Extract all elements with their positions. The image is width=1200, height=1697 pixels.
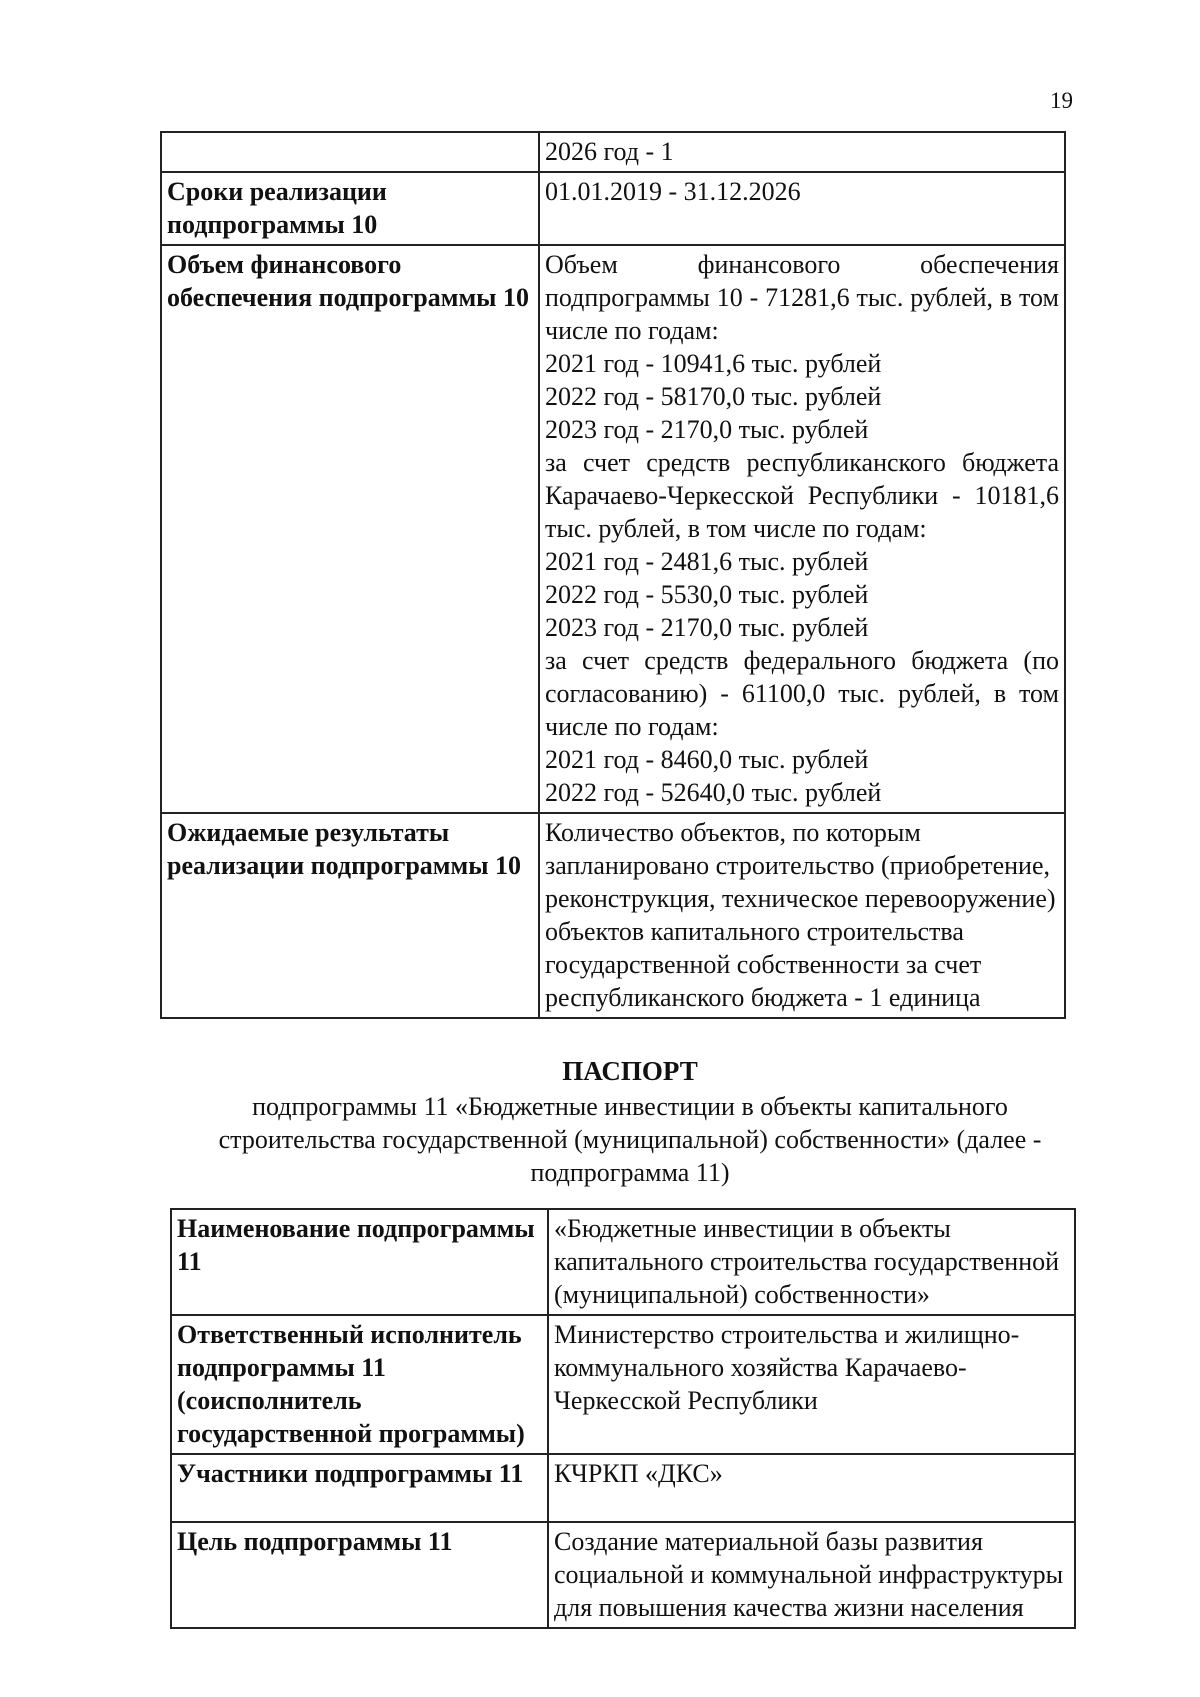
row-label: Сроки реализации подпрограммы 10 xyxy=(161,172,539,245)
value-line: Создание материальной базы развития социальной и коммунальной инфраструктуры для повышения качества жизни населения xyxy=(554,1527,1064,1622)
row-value xyxy=(548,1522,1075,1628)
row-label: Объем финансового обеспечения подпрограммы 10 xyxy=(161,245,539,813)
value-line: Количество объектов, по которым запланировано строительство (приобретение, реконструкция, техническое перевооружение) объектов капитального строительства государственной собственности за счет республиканского бюджета - 1 единица xyxy=(545,818,1056,1012)
value-line: 2023 год - 2170,0 тыс. рублей xyxy=(545,415,869,444)
value-line: 2026 год - 1 xyxy=(545,137,674,166)
value-line: 01.01.2019 - 31.12.2026 xyxy=(545,177,801,206)
page-number: 19 xyxy=(1050,88,1073,113)
row-value xyxy=(548,1315,1075,1454)
value-line: Объем финансового обеспечения подпрограммы 10 - 71281,6 тыс. рублей, в том числе по годам: xyxy=(545,250,1059,345)
value-line: 2023 год - 2170,0 тыс. рублей xyxy=(545,613,869,642)
table-row xyxy=(171,1209,1075,1315)
table-row xyxy=(171,1522,1075,1628)
subprogram-10-passport-table xyxy=(160,131,1066,1019)
value-line: 2021 год - 10941,6 тыс. рублей xyxy=(545,349,882,378)
row-value xyxy=(539,245,1065,813)
passport-heading: ПАСПОРТ xyxy=(562,1056,698,1086)
value-line: КЧРКП «ДКС» xyxy=(554,1459,723,1488)
table-row xyxy=(171,1315,1075,1454)
row-label: Цель подпрограммы 11 xyxy=(171,1522,548,1628)
row-label: Ожидаемые результаты реализации подпрограммы 10 xyxy=(161,813,539,1018)
row-label xyxy=(161,132,539,172)
value-line: «Бюджетные инвестиции в объекты капитального строительства государственной (муниципальной) собственности» xyxy=(554,1214,1060,1309)
value-line: за счет средств республиканского бюджета Карачаево-Черкесской Республики - 10181,6 тыс. рублей, в том числе по годам: xyxy=(545,448,1059,543)
value-line: 2022 год - 52640,0 тыс. рублей xyxy=(545,778,882,807)
value-line: 2021 год - 8460,0 тыс. рублей xyxy=(545,745,869,774)
value-line: Министерство строительства и жилищно-коммунального хозяйства Карачаево-Черкесской Республики xyxy=(554,1320,1020,1415)
row-value xyxy=(539,132,1065,172)
table-row xyxy=(171,1454,1075,1522)
value-line: 2022 год - 58170,0 тыс. рублей xyxy=(545,382,882,411)
row-value xyxy=(548,1209,1075,1315)
row-value xyxy=(539,172,1065,245)
table-row xyxy=(161,132,1065,172)
value-line: 2022 год - 5530,0 тыс. рублей xyxy=(545,580,869,609)
row-label: Ответственный исполнитель подпрограммы 11 (соисполнитель государственной программы) xyxy=(171,1315,548,1454)
table-row xyxy=(161,172,1065,245)
value-line: 2021 год - 2481,6 тыс. рублей xyxy=(545,547,869,576)
row-value xyxy=(539,813,1065,1018)
row-label: Наименование подпрограммы 11 xyxy=(171,1209,548,1315)
passport-subtitle: подпрограммы 11 «Бюджетные инвестиции в объекты капитального строительства государственной (муниципальной) собственности» (далее - подпрограмма 11) xyxy=(218,1092,1042,1187)
table-row xyxy=(161,813,1065,1018)
row-label: Участники подпрограммы 11 xyxy=(171,1454,548,1522)
row-value xyxy=(548,1454,1075,1522)
table-row xyxy=(161,245,1065,813)
subprogram-11-passport-table xyxy=(170,1208,1076,1629)
value-line: за счет средств федерального бюджета (по согласованию) - 61100,0 тыс. рублей, в том числе по годам: xyxy=(545,646,1059,741)
